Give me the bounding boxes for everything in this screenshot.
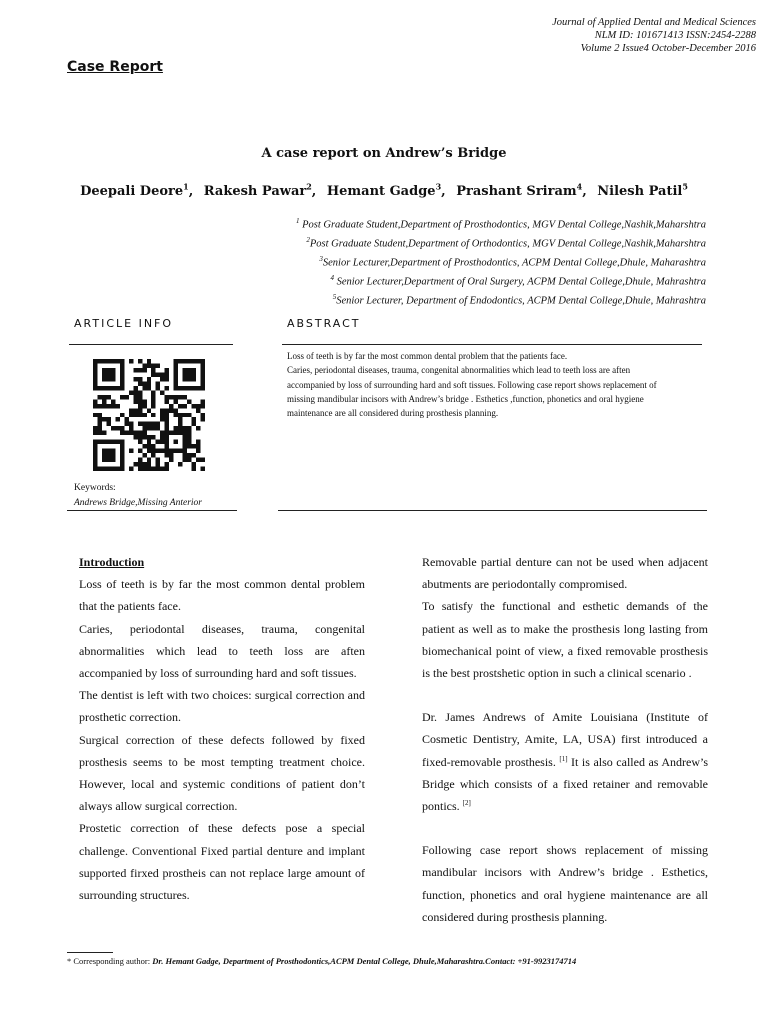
qr-code-icon [93,359,205,471]
journal-header [336,16,756,55]
affiliation: $^5$Senior Lecturer, Department of Endodontics, ACPM Dental College,Dhule, Mahrashtra [332,293,706,307]
author: Hemant Gadge$^3$, [326,182,446,200]
abstract-heading: ABSTRACT [287,317,361,330]
footnote-rule [67,952,113,953]
author: Nilesh Patil$^5$ [597,182,688,200]
paragraph: Dr. James Andrews of Amite Louisiana (Institute of Cosmetic Dentistry, Amite, LA, USA) first introduced a fixed-removable prosthesis. [1] It is also called as Andrew’s Bridge which consists of a fixed retainer and removable pontics. [2] [422,710,708,814]
keywords-rule [67,510,237,511]
corresponding-author-footnote: * Corresponding author: Dr. Hemant Gadge, Department of Prosthodontics,ACPM Dental College, Dhule,Maharashtra.Contact: +91-9923174714 [67,956,577,966]
right-column [422,551,708,928]
paragraph: Prostetic correction of these defects pose a special challenge. Conventional Fixed partial denture and implant supported firxed prostheis can not replace large amount of surrounding structures. [79,821,365,903]
author: Deepali Deore$^1$, [80,182,194,200]
citation[interactable]: [1] [559,754,568,763]
left-column [79,551,365,906]
author: Prashant Sriram$^4$, [456,182,587,200]
section-heading-introduction: Introduction [79,555,145,569]
keywords-label: Keywords: [74,483,116,493]
affiliation-list [186,214,706,309]
keywords-value: Andrews Bridge,Missing Anterior [74,498,202,508]
paragraph: Removable partial denture can not be used when adjacent abutments are periodontally compromised. [422,555,708,592]
affiliation: $^4$ Senior Lecturer,Department of Oral Surgery, ACPM Dental College,Dhule, Mahrashtra [330,274,706,288]
affiliation: $^2$Post Graduate Student,Department of Orthodontics, MGV Dental College,Nashik,Maharshtra [306,236,706,250]
abstract-body: Loss of teeth is by far the most common dental problem that the patients face. Caries, periodontal diseases, trauma, congenital abnormalities which lead to teeth loss are aften accompanied by loss of surrounding hard and soft tissues. Following case report shows replacement of missing mandibular incisors with Andrew’s bridge . Esthetics ,function, phonetics and oral hygiene maintenance are all considered during prosthesis planning. [287,351,657,419]
affiliation: $^3$Senior Lecturer,Department of Prosthodontics, ACPM Dental College,Dhule, Maharashtra [319,255,706,269]
article-title: A case report on Andrew’s Bridge [261,146,507,161]
paragraph: Following case report shows replacement of missing mandibular incisors with Andrew’s bridge . Esthetics, function, phonetics and oral hygiene maintenance are all considered during prosthesis planning. [422,843,708,924]
paragraph: The dentist is left with two choices: surgical correction and prosthetic correction. [79,688,365,725]
abstract-bottom-rule [278,510,707,511]
citation[interactable]: [2] [462,799,471,808]
case-report-label: Case Report [67,59,163,75]
article-info-heading: ARTICLE INFO [74,317,174,330]
journal-ids: NLM ID: 101671413 ISSN:2454-2288 [594,30,756,41]
affiliation: $^1$ Post Graduate Student,Department of Prosthodontics, MGV Dental College,Nashik,Maharshtra [295,217,706,231]
author-list [0,182,768,199]
paragraph: Loss of teeth is by far the most common dental problem that the patients face. [79,577,365,614]
author: Rakesh Pawar$^2$, [203,182,317,200]
journal-volume: Volume 2 Issue4 October-December 2016 [580,43,756,54]
paragraph: Caries, periodontal diseases, trauma, congenital abnormalities which lead to teeth loss are aften accompanied by loss of surrounding hard and soft tissues. [79,621,365,681]
paragraph: Surgical correction of these defects followed by fixed prosthesis seems to be most tempting treatment choice. However, local and systemic conditions of patient don’t always allow surgical correction. [79,732,365,814]
journal-name: Journal of Applied Dental and Medical Sciences [552,17,756,28]
abstract-rule [282,344,702,345]
article-info-rule [69,344,233,345]
paragraph: To satisfy the functional and esthetic demands of the patient as well as to make the prosthesis long lasting from biomechanical point of view, a fixed removable prosthesis is the best prostshetic option in such a clinical scenario . [422,599,708,681]
